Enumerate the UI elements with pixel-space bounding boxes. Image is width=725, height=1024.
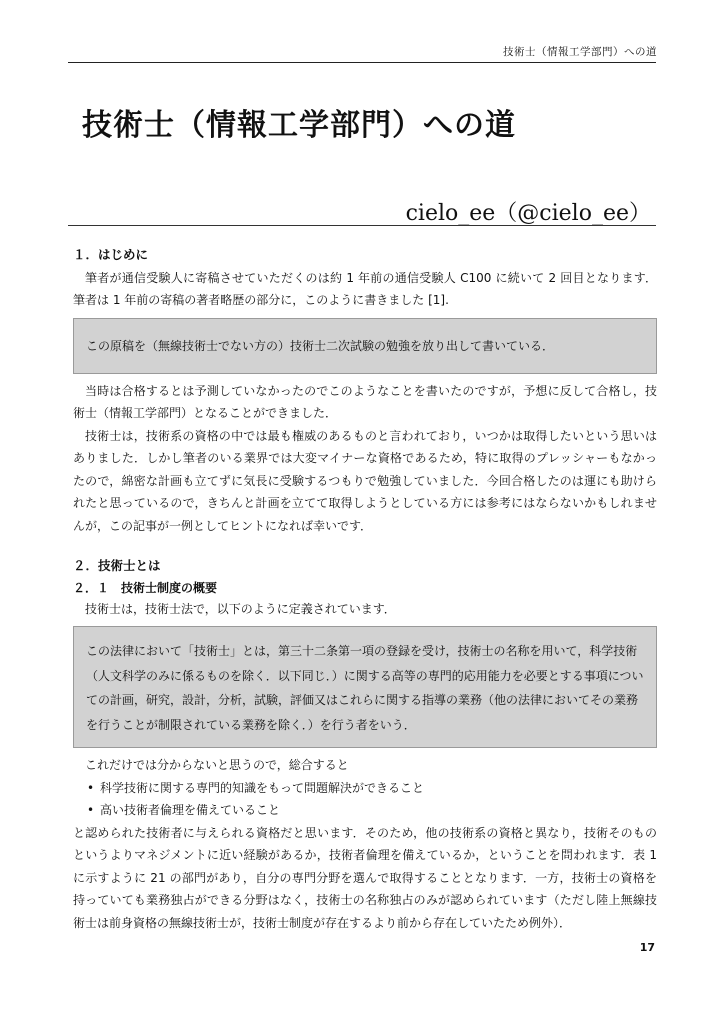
- header-rule: [68, 62, 656, 63]
- running-header: 技術士（情報工学部門）への道: [503, 46, 657, 58]
- paragraph: これだけでは分からないと思うので，総合すると: [85, 758, 349, 772]
- list-item-text: 科学技術に関する専門的知識をもって問題解決ができること: [100, 780, 425, 795]
- paragraph: 当時は合格するとは予測していなかったのでこのようなことを書いたのですが，予想に反して合格し，技術士（情報工学部門）となることができました．: [73, 383, 657, 420]
- paragraph: 技術士は，技術系の資格の中では最も権威のあるものと言われており，いつかは取得したいという思いはありました．しかし筆者のいる業界では大変マイナーな資格であるため，特に取得のプレッシャーもなかったので，綿密な計画も立てずに気長に受験するつもりで勉強していました．今回合格したのは運にも助けられたと思っているので，きちんと計画を立てて取得しようとしている方には参考にはならないかもしれませんが，この記事が一例としてヒントになれば幸いです．: [73, 428, 657, 533]
- paragraph: と認められた技術者に与えられる資格だと思います．そのため，他の技術系の資格と異なり，技術そのものというよりマネジメントに近い経験があるか，技術者倫理を備えているか，ということを問われます．表 1 に示すように 21 の部門があり，自分の専門分野を選んで取得することとなります．一方，技術士の資格を持っていても業務独占ができる分野はなく，技術士の名称独占のみが認められています（ただし陸上無線技術士は前身資格の無線技術士が，技術士制度が存在するより前から存在していたため例外）．: [73, 825, 657, 930]
- paragraph: 筆者が通信受験人に寄稿させていただくのは約 1 年前の通信受験人 C100 に続いて 2 回目となります．筆者は 1 年前の寄稿の著者略歴の部分に，このように書きました [1].: [73, 270, 657, 307]
- paragraph: 技術士は，技術士法で，以下のように定義されています．: [85, 601, 396, 616]
- list-item: [73, 799, 657, 822]
- list-item: [73, 777, 657, 800]
- section-heading-about: ２．技術士とは: [73, 558, 161, 573]
- article-body: [73, 244, 657, 934]
- quote-box: この原稿を（無線技術士でない方の）技術士二次試験の勉強を放り出して書いている．: [73, 318, 657, 374]
- list-item-text: 高い技術者倫理を備えていること: [100, 803, 281, 817]
- bullet-icon: •: [87, 780, 95, 795]
- quote-box-definition: この法律において「技術士」とは，第三十二条第一項の登録を受け，技術士の名称を用いて，科学技術（人文科学のみに係るものを除く．以下同じ．）に関する高等の専門的応用能力を必要とする事項についての計画，研究，設計，分析，試験，評価又はこれらに関する指導の業務（他の法律においてその業務を行うことが制限されている業務を除く．）を行う者をいう．: [73, 626, 657, 748]
- subsection-heading: ２．１ 技術士制度の概要: [73, 580, 218, 595]
- section-heading-intro: １．はじめに: [73, 247, 149, 262]
- bullet-icon: •: [87, 803, 95, 817]
- title-rule: [68, 225, 656, 226]
- author-byline: cielo_ee（@cielo_ee）: [405, 201, 651, 226]
- article-title: 技術士（情報工学部門）への道: [82, 108, 516, 143]
- page-number: 17: [639, 941, 655, 954]
- bullet-list: [73, 777, 657, 822]
